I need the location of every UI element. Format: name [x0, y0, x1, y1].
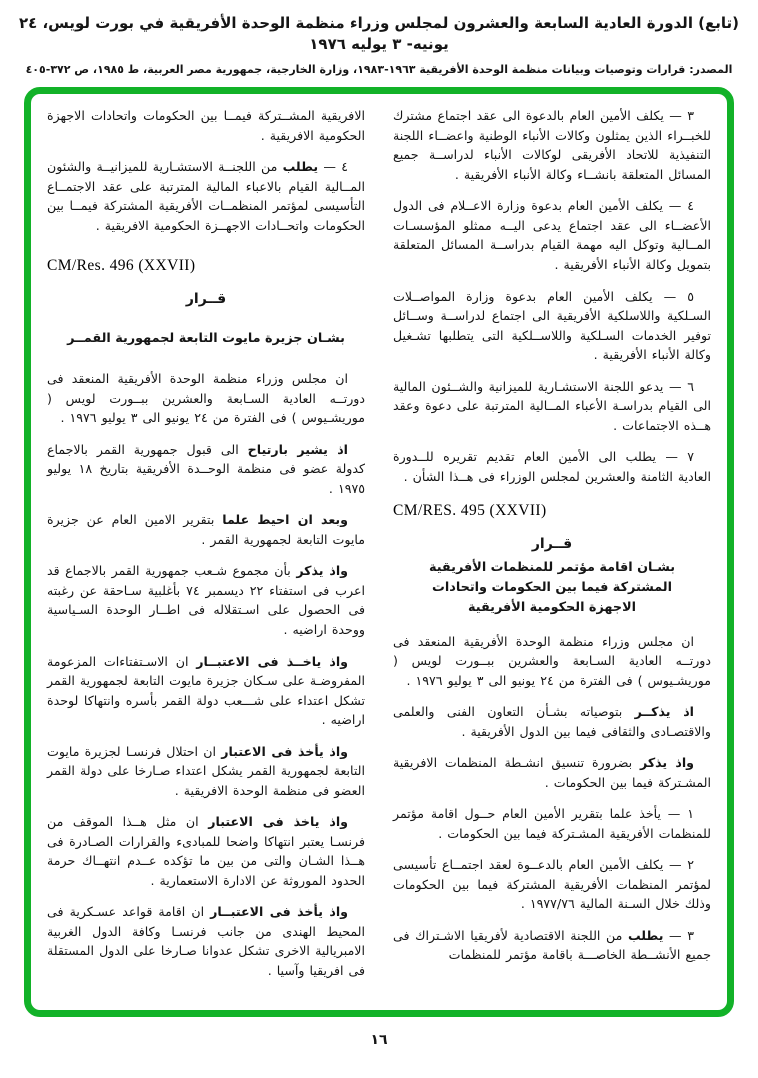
- paragraph-text: يطلب الى الأمين العام تقديم تقريره للــدورة العادية الثامنة والعشرين لمجلس الوزراء فى هــذا الشأن .: [393, 449, 711, 484]
- paragraph: [393, 447, 711, 486]
- paragraph: [393, 804, 711, 843]
- paragraph: [393, 632, 711, 691]
- paragraph-text: الى قبول جمهورية القمر بالاجماع كدولة عضو فى منظمة الوحــدة الأفريقية بتاريخ ١٨ يوليو ١٩٧٥ .: [47, 441, 365, 496]
- paragraph: [393, 287, 711, 365]
- paragraph: [393, 702, 711, 741]
- paragraph-lead: اذ يشير بارتياح: [247, 441, 348, 457]
- paragraph-text: من اللجنــة الاستشـارية للميزانيــة والشئون المــالية القيام بالاعباء المالية المترتبة على عقد الاجتمــاع التأسيسى لمؤتمر المنظمــات الأفريقية المشتركة فيمــا بين الحكومات واتحــادات الاجهــزة الحكومية الافريقية .: [47, 159, 365, 233]
- paragraph-number: ١ —: [660, 806, 694, 822]
- paragraph-text: بتوصياته بشـأن التعاون الفنى والعلمى والاقتصـادى والثقافى فيما بين الدول الأفريقية .: [393, 704, 711, 739]
- paragraph-number: ٤ —: [318, 159, 348, 175]
- paragraph: [393, 753, 711, 792]
- column-left: [47, 106, 365, 1002]
- paragraph-lead: وبعد ان احيط علما: [222, 512, 348, 528]
- paragraph-lead: واذ يأخذ فى الاعتبــار: [210, 904, 348, 920]
- paragraph-text: ان مجلس وزراء منظمة الوحدة الأفريقية المنعقد فى دورتــه العادية السـابعة والعشرين ببــورت لويس ( موريشـيوس ) فى الفترة من ٢٤ يونيو الى ٣ يوليو ١٩٧٦ .: [47, 371, 365, 426]
- paragraph: [47, 812, 365, 890]
- resolution-label-496: CM/Res. 496 (XXVII): [47, 257, 196, 275]
- paragraph-text: من اللجنة الاقتصادية لأفريقيا الاشـتراك فى جميع الأنشــطة الخاصـــة باقامة مؤتمر للمنظمات: [393, 927, 711, 963]
- resolution-subject-line: الاجهزة الحكومية الأفريقية: [467, 599, 637, 615]
- paragraph: [47, 742, 365, 801]
- paragraph-text: يكلف الأمين العام بالدعــوة لعقد اجتمــاع تأسيسى لمؤتمر المنظمات الأفريقية المشتركة فيما بين الحكومات وذلك خلال السـنة المالية ١٩٧٧/٧٦ .: [393, 857, 711, 912]
- paragraph-number: ٦ —: [663, 378, 694, 394]
- paragraph: [47, 369, 365, 428]
- paragraph-lead: يطلب: [282, 159, 319, 175]
- paragraph-number: ٣ —: [663, 927, 694, 943]
- paragraph-text: يكلف الأمين العام بدعوة وزارة الاعــلام فى الدول الأعضــاء الى عقد اجتماع يدعى اليــه ممثلو المؤسسـات المــالية وتوكل اليه مهمة القيام بدراســة المسائل المتعلقة بتمويل وكالة الأنباء الأفريقية .: [393, 198, 711, 272]
- paragraph: [47, 561, 365, 639]
- resolution-subject: [393, 558, 711, 617]
- header-title: (تابع) الدورة العادية السابعة والعشرون لمجلس وزراء منظمة الوحدة الأفريقية في بورت لويس، ٢٤ يونيه- ٣ يوليه ١٩٧٦: [18, 14, 740, 53]
- paragraph: [47, 510, 365, 549]
- resolution-title: قــرار: [531, 536, 573, 553]
- paragraph-text: يكلف الأمين العام بدعوة وزارة المواصــلات السـلكية واللاسلكية الأفريقية الى اجتماع لدراســة وســائل توفير الخدمات السـلكية واللاســلكية التى يتطلبها تشـغيل وكالة الأنباء الأفريقية .: [393, 288, 711, 363]
- paragraph-number: ٤ —: [662, 198, 694, 214]
- paragraph-lead: اذ يذكــر: [634, 704, 694, 720]
- paragraph-text: ان الاسـتفتاءات المزعومة المفروضـة على سـكان جزيرة مايوت التابعة لجمهورية القمر تشكل اعتداء على شـــعب دولة القمر بأسره وانتهاكا لوحدة اراضيه .: [46, 653, 365, 728]
- paragraph-number: ٣ —: [663, 108, 694, 124]
- paragraph: [47, 157, 365, 235]
- paragraph-text: يكلف الأمين العام بالدعوة الى عقد اجتماع مشترك للخبــراء الذين يمثلون وكالات الأنباء الوطنية واعضــاء اللجنة التنفيذية للاتحاد الأفريقى لوكالات الأنباء لدراســة جميع المسائل المتعلقة بانشــاء وكالة الأنباء الأفريقية .: [393, 108, 711, 182]
- column-right: [393, 106, 711, 1002]
- paragraph-lead: واذ ياخــذ فى الاعتبــار: [196, 653, 348, 669]
- paragraph-number: ٢ —: [663, 857, 694, 873]
- paragraph: [47, 106, 365, 145]
- paragraph-text: يدعو اللجنة الاستشـارية للميزانية والشــئون المالية الى القيام بدراسـة الأعباء المــالية المترتبة على دعوة وعقد هــذه الاجتماعات .: [393, 378, 711, 433]
- page-number: ١٦: [370, 1032, 388, 1049]
- resolution-subject-line: بشـان اقامة مؤتمر للمنظمات الأفريقية: [428, 560, 676, 576]
- paragraph-number: ٥ —: [652, 288, 694, 304]
- paragraph-lead: واذ يذكر: [640, 755, 694, 771]
- paragraph-text: بضرورة تنسيق انشـطة المنظمات الافريقية المشـتركة فيما بين الحكومات .: [393, 755, 711, 790]
- paragraph: [47, 652, 365, 730]
- header-source-line: المصدر: قرارات وتوصيات وبيانات منظمة الوحدة الأفريقية ١٩٦٣-١٩٨٣، وزارة الخارجية، جمهورية مصر العربية، ط ١٩٨٥، ص ٣٧٢-٤٠٥: [25, 63, 733, 76]
- paragraph: [393, 196, 711, 274]
- resolution-label-495: CM/RES. 495 (XXVII): [393, 502, 547, 520]
- paragraph-text: ان مثل هــذا الموقف من فرنسـا يعتبر انتهاكا واضحا للمبادىء والقرارات الصـادرة فى هــذا الشـان والتى من بين ما تؤكده عــدم انتهــاك حرمة الحدود الموروثة عن الادارة الاستعمارية .: [47, 814, 365, 888]
- paragraph: [47, 902, 365, 980]
- paragraph-text: ان اقامة قواعد عسـكرية فى المحيط الهندى من جانب فرنسـا وكافة الدول الغربية الامبريالية الاخرى تشكل عدوانا صـارخا على الدول المستقلة فى افريقيا وآسيا .: [47, 904, 365, 978]
- paragraph: [393, 926, 711, 965]
- paragraph: [393, 855, 711, 914]
- paragraph-text: يأخذ علما بتقرير الأمين العام حــول اقامة مؤتمر للمنظمات الأفريقية المشـتركة فيما بين الحكومات .: [393, 806, 711, 841]
- paragraph: [47, 440, 365, 499]
- page-header: [0, 0, 758, 77]
- resolution-subject-line: بشـان جزيرة مايوت التابعة لجمهورية القمــر: [67, 331, 345, 347]
- paragraph-lead: واذ يأخذ فى الاعتبار: [221, 743, 348, 759]
- paragraph-text: ان مجلس وزراء منظمة الوحدة الأفريقية المنعقد فى دورتــه العادية السـابعة والعشرين ببــورت لويس ( موريشـيوس ) فى الفترة من ٢٤ يونيو الى ٣ يوليو ١٩٧٦ .: [393, 633, 711, 688]
- paragraph-lead: يطلب: [627, 927, 664, 943]
- paragraph: [393, 377, 711, 436]
- paragraph-text: ان احتلال فرنسـا لجزيرة مايوت التابعة لجمهورية القمر يشكل اعتداء صـارخا على دولة القمر العضو فى منظمة الوحدة الافريقية .: [47, 743, 365, 798]
- resolution-subject-line: المشتركة فيما بين الحكومات واتحادات: [432, 579, 672, 595]
- paragraph-text: بأن مجموع شـعب جمهورية القمر بالاجماع قد اعرب فى استفتاء ٢٢ ديسمبر ٧٤ بأغلبية سـاحقة عن رغبته فى الحصول على اسـتقلاله فى اطــار الوحدة السـياسية ووحدة اراضيه .: [47, 563, 365, 637]
- paragraph-text: الافريقية المشــتركة فيمــا بين الحكومات واتحادات الاجهزة الحكومية الافريقية .: [47, 108, 365, 143]
- green-border-frame: [24, 87, 734, 1017]
- paragraph-number: ٧ —: [656, 449, 694, 465]
- paragraph-lead: واذ يذكر: [296, 563, 348, 579]
- paragraph-lead: واذ ياخذ فى الاعتبار: [208, 814, 348, 830]
- paragraph: [393, 106, 711, 184]
- resolution-title: قــرار: [185, 291, 227, 308]
- two-column-layout: [47, 106, 711, 1002]
- paragraph-text: بتقرير الامين العام عن جزيرة مايوت التابعة لجمهورية القمر .: [47, 512, 365, 547]
